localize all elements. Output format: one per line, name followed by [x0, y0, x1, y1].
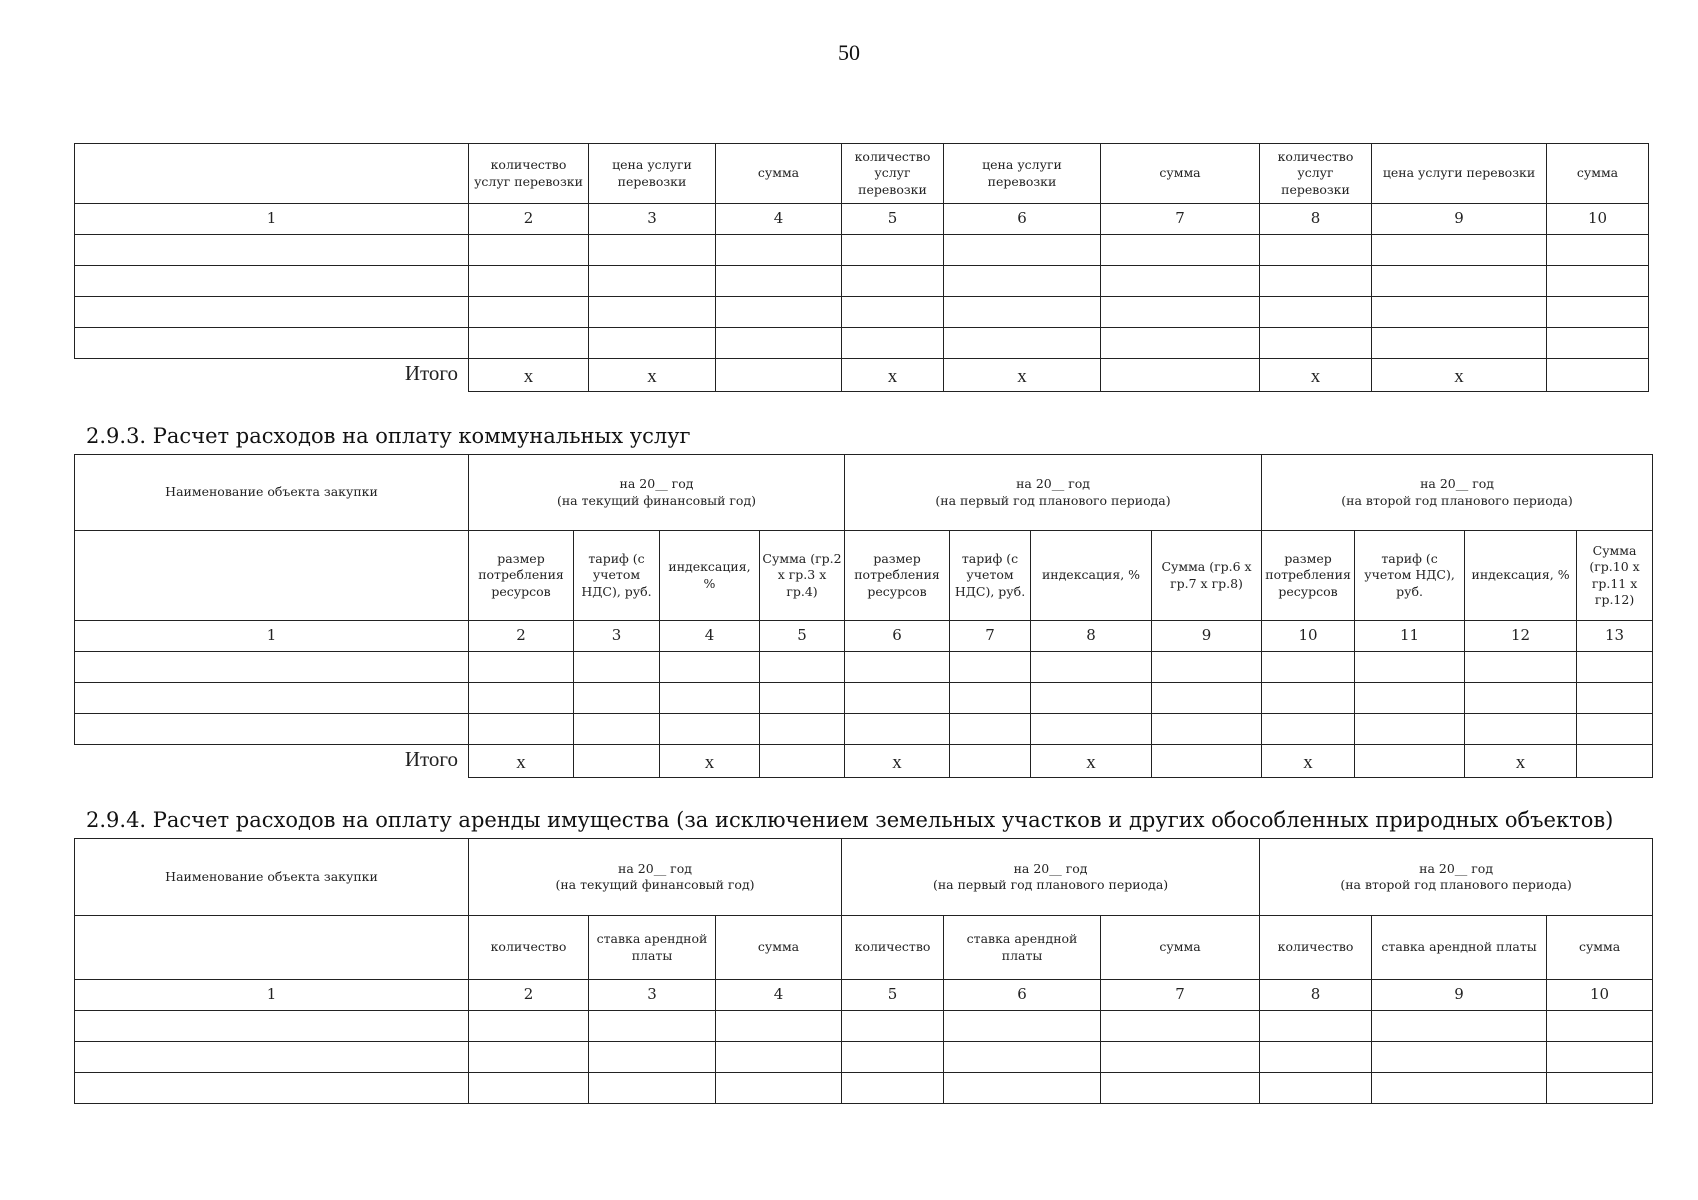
property-rent-table — [74, 838, 1653, 1104]
table-cell[interactable] — [950, 683, 1031, 714]
subheader-cell: количество — [469, 916, 589, 980]
utilities-table — [74, 454, 1653, 778]
table-cell[interactable] — [1101, 235, 1260, 266]
itogo-cell: x — [1031, 745, 1152, 778]
table-cell[interactable] — [589, 1073, 716, 1104]
table-row — [75, 1042, 1653, 1073]
table-cell[interactable] — [1372, 1073, 1547, 1104]
table-cell[interactable] — [950, 714, 1031, 745]
table-cell[interactable] — [469, 266, 589, 297]
column-number: 6 — [944, 980, 1101, 1011]
table-cell[interactable] — [660, 652, 760, 683]
table-cell[interactable] — [574, 652, 660, 683]
period-desc: (на текущий финансовый год) — [556, 492, 757, 508]
table-cell[interactable] — [1355, 683, 1465, 714]
table-cell[interactable] — [1372, 1042, 1547, 1073]
table-cell[interactable] — [845, 683, 950, 714]
header-cell: сумма — [1101, 144, 1260, 204]
period-year: на 20__ год — [1016, 476, 1090, 492]
table-cell[interactable] — [1262, 652, 1355, 683]
period-year: на 20__ год — [1419, 860, 1494, 876]
header-cell: количество услуг перевозки — [1260, 144, 1372, 204]
itogo-cell: x — [1262, 745, 1355, 778]
table-cell[interactable] — [589, 235, 716, 266]
column-number: 4 — [716, 980, 842, 1011]
page-number: 50 — [838, 40, 860, 65]
table-cell[interactable] — [75, 1073, 469, 1104]
table-cell[interactable] — [944, 1011, 1101, 1042]
column-number: 4 — [660, 621, 760, 652]
column-number: 8 — [1260, 204, 1372, 235]
column-number: 8 — [1031, 621, 1152, 652]
table-cell[interactable] — [469, 1011, 589, 1042]
period-desc: (на второй год планового периода) — [1341, 492, 1573, 508]
subheader-cell: индексация, % — [1465, 531, 1577, 621]
table-row — [75, 683, 1653, 714]
table-cell[interactable] — [716, 235, 842, 266]
period-second-plan — [1260, 839, 1653, 916]
table-cell[interactable] — [760, 652, 845, 683]
table-row — [75, 1073, 1653, 1104]
column-number: 3 — [574, 621, 660, 652]
subheader-cell: Сумма (гр.10 х гр.11 х гр.12) — [1577, 531, 1653, 621]
column-number: 5 — [842, 204, 944, 235]
subheader-row — [75, 916, 1653, 980]
column-number: 3 — [589, 204, 716, 235]
table-cell[interactable] — [1262, 714, 1355, 745]
table-cell[interactable] — [842, 328, 944, 359]
table-cell[interactable] — [1547, 1073, 1653, 1104]
subheader-cell: сумма — [1101, 916, 1260, 980]
table-cell[interactable] — [760, 683, 845, 714]
itogo-cell[interactable] — [760, 745, 845, 778]
subheader-cell: количество — [842, 916, 944, 980]
itogo-cell: x — [842, 359, 944, 392]
itogo-cell[interactable] — [716, 359, 842, 392]
table-cell[interactable] — [1372, 235, 1547, 266]
period-year: на 20__ год — [1013, 860, 1088, 876]
table-cell[interactable] — [1465, 714, 1577, 745]
header-cell: цена услуги перевозки — [589, 144, 716, 204]
table-cell[interactable] — [469, 1042, 589, 1073]
section-title-293: 2.9.3. Расчет расходов на оплату коммунальных услуг — [86, 424, 691, 448]
table-cell[interactable] — [574, 714, 660, 745]
table-cell[interactable] — [1355, 652, 1465, 683]
itogo-label: Итого — [404, 747, 458, 771]
header-cell: цена услуги перевозки — [1372, 144, 1547, 204]
period-year: на 20__ год — [1420, 476, 1494, 492]
column-number: 3 — [589, 980, 716, 1011]
itogo-cell: x — [1372, 359, 1547, 392]
table-cell[interactable] — [660, 683, 760, 714]
table-cell[interactable] — [1260, 266, 1372, 297]
subheader-cell — [75, 916, 469, 980]
header-cell: цена услуги перевозки — [944, 144, 1101, 204]
column-number: 13 — [1577, 621, 1653, 652]
table-cell[interactable] — [1577, 714, 1653, 745]
header-row — [75, 839, 1653, 916]
subheader-cell: Сумма (гр.6 х гр.7 х гр.8) — [1152, 531, 1262, 621]
table-cell[interactable] — [716, 297, 842, 328]
table-cell[interactable] — [1547, 1042, 1653, 1073]
column-number: 9 — [1372, 204, 1547, 235]
table-cell[interactable] — [1260, 1011, 1372, 1042]
itogo-cell: x — [845, 745, 950, 778]
subheader-cell: ставка арендной платы — [589, 916, 716, 980]
table-cell[interactable] — [75, 683, 469, 714]
transport-services-table — [74, 143, 1649, 392]
table-cell[interactable] — [1260, 235, 1372, 266]
table-cell[interactable] — [1372, 1011, 1547, 1042]
itogo-label: Итого — [404, 361, 458, 385]
period-year: на 20__ год — [619, 476, 694, 492]
table-cell[interactable] — [1577, 652, 1653, 683]
table-cell[interactable] — [944, 235, 1101, 266]
column-number: 4 — [716, 204, 842, 235]
table-cell[interactable] — [469, 328, 589, 359]
itogo-cell[interactable] — [574, 745, 660, 778]
subheader-row — [75, 531, 1653, 621]
header-row — [75, 144, 1649, 204]
table-cell[interactable] — [589, 328, 716, 359]
table-cell[interactable] — [1372, 297, 1547, 328]
section-title-294: 2.9.4. Расчет расходов на оплату аренды имущества (за исключением земельных участков и других обособленных природных объектов) — [86, 808, 1614, 832]
period-desc: (на текущий финансовый год) — [555, 877, 755, 892]
subheader-cell: сумма — [1547, 916, 1653, 980]
table-cell[interactable] — [716, 1073, 842, 1104]
table-cell[interactable] — [845, 714, 950, 745]
subheader-cell: тариф (с учетом НДС), руб. — [574, 531, 660, 621]
header-cell: сумма — [1547, 144, 1649, 204]
table-row — [75, 652, 1653, 683]
table-cell[interactable] — [589, 297, 716, 328]
table-cell[interactable] — [842, 235, 944, 266]
itogo-cell: x — [1260, 359, 1372, 392]
column-number: 7 — [1101, 204, 1260, 235]
table-cell[interactable] — [1101, 328, 1260, 359]
table-cell[interactable] — [660, 714, 760, 745]
table-cell[interactable] — [1372, 266, 1547, 297]
subheader-cell: сумма — [716, 916, 842, 980]
table-cell[interactable] — [589, 1042, 716, 1073]
column-number: 12 — [1465, 621, 1577, 652]
table-cell[interactable] — [845, 652, 950, 683]
header-row — [75, 455, 1653, 531]
table-cell[interactable] — [944, 1073, 1101, 1104]
header-cell: количество услуг перевозки — [842, 144, 944, 204]
table-cell[interactable] — [1152, 714, 1262, 745]
table-cell[interactable] — [944, 266, 1101, 297]
column-number: 1 — [75, 980, 469, 1011]
column-number: 2 — [469, 621, 574, 652]
table-cell[interactable] — [1547, 1011, 1653, 1042]
header-cell — [75, 144, 469, 204]
table-cell[interactable] — [589, 266, 716, 297]
table-cell[interactable] — [1355, 714, 1465, 745]
period-first-plan — [842, 839, 1260, 916]
table-row — [75, 1011, 1653, 1042]
table-cell[interactable] — [1152, 652, 1262, 683]
table-cell[interactable] — [75, 266, 469, 297]
table-cell[interactable] — [1547, 266, 1649, 297]
itogo-cell: x — [944, 359, 1101, 392]
table-cell[interactable] — [1101, 1011, 1260, 1042]
table-cell[interactable] — [589, 1011, 716, 1042]
itogo-cell: x — [1465, 745, 1577, 778]
itogo-cell: x — [469, 745, 574, 778]
subheader-cell: тариф (с учетом НДС), руб. — [1355, 531, 1465, 621]
period-first-plan — [845, 455, 1262, 531]
column-number: 11 — [1355, 621, 1465, 652]
column-number: 6 — [944, 204, 1101, 235]
itogo-cell[interactable] — [950, 745, 1031, 778]
table-cell[interactable] — [944, 328, 1101, 359]
subheader-cell: размер потребления ресурсов — [469, 531, 574, 621]
table-cell[interactable] — [1101, 1042, 1260, 1073]
table-cell[interactable] — [75, 714, 469, 745]
column-number: 8 — [1260, 980, 1372, 1011]
header-cell: количество услуг перевозки — [469, 144, 589, 204]
table-cell[interactable] — [1260, 297, 1372, 328]
table-cell[interactable] — [716, 1042, 842, 1073]
table-cell[interactable] — [716, 328, 842, 359]
subheader-cell: индексация, % — [1031, 531, 1152, 621]
table-cell[interactable] — [716, 1011, 842, 1042]
period-second-plan — [1262, 455, 1653, 531]
name-header: Наименование объекта закупки — [75, 455, 469, 531]
subheader-cell: тариф (с учетом НДС), руб. — [950, 531, 1031, 621]
table-cell[interactable] — [75, 235, 469, 266]
table-row — [75, 297, 1649, 328]
period-current — [469, 839, 842, 916]
period-desc: (на первый год планового периода) — [935, 492, 1171, 508]
table-cell[interactable] — [469, 297, 589, 328]
table-cell[interactable] — [574, 683, 660, 714]
table-cell[interactable] — [1465, 683, 1577, 714]
header-cell: сумма — [716, 144, 842, 204]
table-cell[interactable] — [842, 297, 944, 328]
subheader-cell: ставка арендной платы — [944, 916, 1101, 980]
table-cell[interactable] — [75, 297, 469, 328]
table-cell[interactable] — [1031, 714, 1152, 745]
table-cell[interactable] — [1547, 297, 1649, 328]
table-cell[interactable] — [944, 297, 1101, 328]
table-cell[interactable] — [1260, 1042, 1372, 1073]
itogo-cell[interactable] — [1577, 745, 1653, 778]
subheader-cell: ставка арендной платы — [1372, 916, 1547, 980]
name-header: Наименование объекта закупки — [75, 839, 469, 916]
table-cell[interactable] — [1260, 1073, 1372, 1104]
column-number: 10 — [1547, 980, 1653, 1011]
table-cell[interactable] — [1262, 683, 1355, 714]
table-cell[interactable] — [1547, 235, 1649, 266]
subheader-cell: индексация, % — [660, 531, 760, 621]
column-number: 1 — [75, 621, 469, 652]
table-cell[interactable] — [1152, 683, 1262, 714]
table-row — [75, 235, 1649, 266]
period-current — [469, 455, 845, 531]
column-number-row — [75, 980, 1653, 1011]
subheader-cell: размер потребления ресурсов — [845, 531, 950, 621]
period-desc: (на второй год планового периода) — [1340, 877, 1572, 892]
column-number: 2 — [469, 204, 589, 235]
table-cell[interactable] — [716, 266, 842, 297]
table-cell[interactable] — [469, 714, 574, 745]
table-cell[interactable] — [75, 328, 469, 359]
column-number: 9 — [1372, 980, 1547, 1011]
table-cell[interactable] — [1101, 297, 1260, 328]
column-number: 5 — [842, 980, 944, 1011]
table-cell[interactable] — [1372, 328, 1547, 359]
itogo-cell[interactable] — [1547, 359, 1649, 392]
itogo-cell: x — [660, 745, 760, 778]
column-number: 10 — [1547, 204, 1649, 235]
table-cell[interactable] — [469, 683, 574, 714]
table-cell[interactable] — [1465, 652, 1577, 683]
column-number: 10 — [1262, 621, 1355, 652]
table-row — [75, 266, 1649, 297]
subheader-cell: размер потребления ресурсов — [1262, 531, 1355, 621]
table-row — [75, 714, 1653, 745]
column-number: 7 — [1101, 980, 1260, 1011]
table-cell[interactable] — [1260, 328, 1372, 359]
table-cell[interactable] — [1031, 683, 1152, 714]
table-cell[interactable] — [469, 235, 589, 266]
table-cell[interactable] — [842, 1042, 944, 1073]
column-number: 2 — [469, 980, 589, 1011]
table-cell[interactable] — [469, 652, 574, 683]
table-cell[interactable] — [842, 266, 944, 297]
itogo-cell[interactable] — [1355, 745, 1465, 778]
itogo-cell: x — [589, 359, 716, 392]
column-number: 9 — [1152, 621, 1262, 652]
period-year: на 20__ год — [618, 860, 692, 876]
column-number-row — [75, 204, 1649, 235]
table-cell[interactable] — [469, 1073, 589, 1104]
table-cell[interactable] — [1547, 328, 1649, 359]
table-cell[interactable] — [75, 1011, 469, 1042]
column-number: 1 — [75, 204, 469, 235]
table-cell[interactable] — [1031, 652, 1152, 683]
itogo-row — [75, 359, 1649, 392]
column-number: 5 — [760, 621, 845, 652]
table-cell[interactable] — [75, 1042, 469, 1073]
table-cell[interactable] — [760, 714, 845, 745]
itogo-row — [75, 745, 1653, 778]
table-cell[interactable] — [1101, 266, 1260, 297]
period-desc: (на первый год планового периода) — [932, 877, 1169, 892]
table-cell[interactable] — [1101, 1073, 1260, 1104]
subheader-cell: Сумма (гр.2 х гр.3 х гр.4) — [760, 531, 845, 621]
table-cell[interactable] — [1577, 683, 1653, 714]
table-cell[interactable] — [842, 1073, 944, 1104]
itogo-cell[interactable] — [1152, 745, 1262, 778]
column-number-row — [75, 621, 1653, 652]
subheader-cell: количество — [1260, 916, 1372, 980]
column-number: 7 — [950, 621, 1031, 652]
table-cell[interactable] — [950, 652, 1031, 683]
table-cell[interactable] — [842, 1011, 944, 1042]
itogo-cell: x — [469, 359, 589, 392]
table-cell[interactable] — [944, 1042, 1101, 1073]
table-row — [75, 328, 1649, 359]
subheader-cell — [75, 531, 469, 621]
itogo-cell[interactable] — [1101, 359, 1260, 392]
column-number: 6 — [845, 621, 950, 652]
table-cell[interactable] — [75, 652, 469, 683]
